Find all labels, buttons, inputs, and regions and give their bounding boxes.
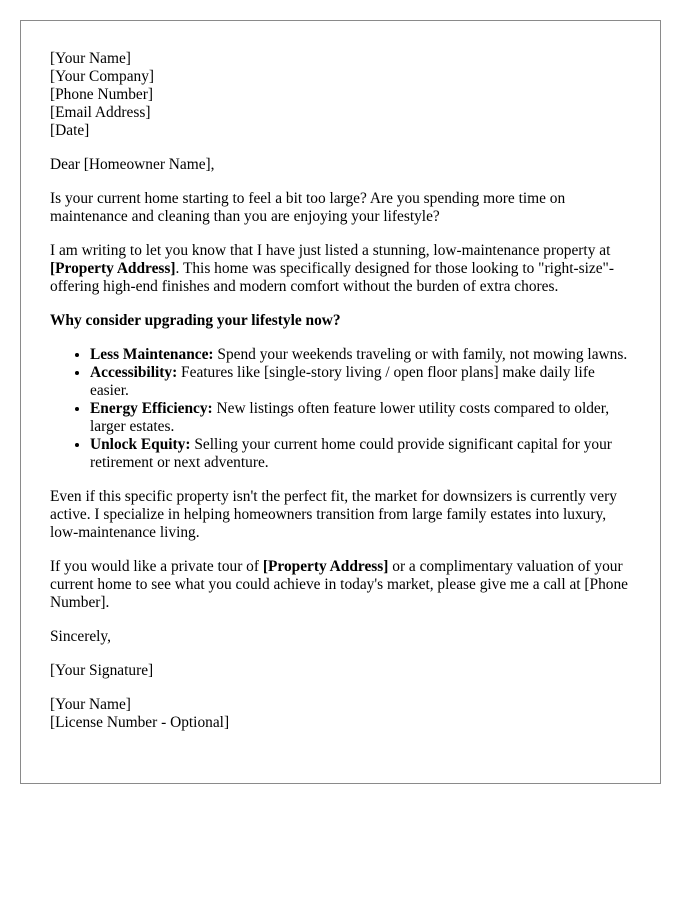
tour-paragraph bbox=[50, 558, 632, 612]
sender-name: [Your Name] bbox=[50, 50, 131, 67]
greeting: Dear [Homeowner Name], bbox=[50, 156, 215, 173]
benefit-text: Spend your weekends traveling or with family, not mowing lawns. bbox=[213, 346, 628, 363]
sender-email: [Email Address] bbox=[50, 104, 151, 121]
listing-text-after: . This home was specifically designed for those looking to "right-size"-offering high-end finishes and modern comfort without the burden of extra chores. bbox=[50, 260, 614, 295]
benefit-term: Less Maintenance: bbox=[90, 346, 214, 363]
letter-date: [Date] bbox=[50, 122, 90, 139]
benefit-text: New listings often feature lower utility costs compared to older, larger estates. bbox=[90, 400, 610, 435]
signature: [Your Signature] bbox=[50, 662, 154, 679]
benefit-term: Energy Efficiency: bbox=[90, 400, 213, 417]
tour-text-before: If you would like a private tour of bbox=[50, 558, 263, 575]
benefit-item bbox=[90, 436, 632, 472]
intro-paragraph: Is your current home starting to feel a bit too large? Are you spending more time on maintenance and cleaning than you are enjoying your lifestyle? bbox=[50, 190, 566, 225]
tour-property-address: [Property Address] bbox=[262, 558, 389, 575]
benefit-term: Accessibility: bbox=[90, 364, 178, 381]
tour-text-after: or a complimentary valuation of your current home to see what you could achieve in today's market, please give me a call at [Phone Number]. bbox=[50, 558, 629, 611]
benefit-text: Features like [single-story living / open floor plans] make daily life easier. bbox=[90, 364, 595, 399]
sender-phone: [Phone Number] bbox=[50, 86, 154, 103]
benefits-heading: Why consider upgrading your lifestyle now? bbox=[50, 312, 341, 329]
benefit-item bbox=[90, 400, 632, 436]
market-paragraph: Even if this specific property isn't the perfect fit, the market for downsizers is currently very active. I specialize in helping homeowners transition from large family estates into luxury, low-maintenance living. bbox=[50, 488, 617, 541]
benefit-text: Selling your current home could provide significant capital for your retirement or next adventure. bbox=[90, 436, 612, 471]
footer-license: [License Number - Optional] bbox=[50, 714, 230, 731]
letter bbox=[20, 20, 661, 784]
benefit-item bbox=[90, 346, 632, 364]
footer-block bbox=[50, 696, 632, 732]
sender-block bbox=[50, 50, 632, 140]
closing: Sincerely, bbox=[50, 628, 111, 645]
benefits-list bbox=[50, 346, 632, 472]
listing-property-address: [Property Address] bbox=[50, 260, 176, 277]
benefit-term: Unlock Equity: bbox=[90, 436, 191, 453]
benefit-item bbox=[90, 364, 632, 400]
footer-name: [Your Name] bbox=[50, 696, 131, 713]
listing-text-before: I am writing to let you know that I have just listed a stunning, low-maintenance property at bbox=[50, 242, 611, 259]
sender-company: [Your Company] bbox=[50, 68, 155, 85]
listing-paragraph bbox=[50, 242, 632, 296]
